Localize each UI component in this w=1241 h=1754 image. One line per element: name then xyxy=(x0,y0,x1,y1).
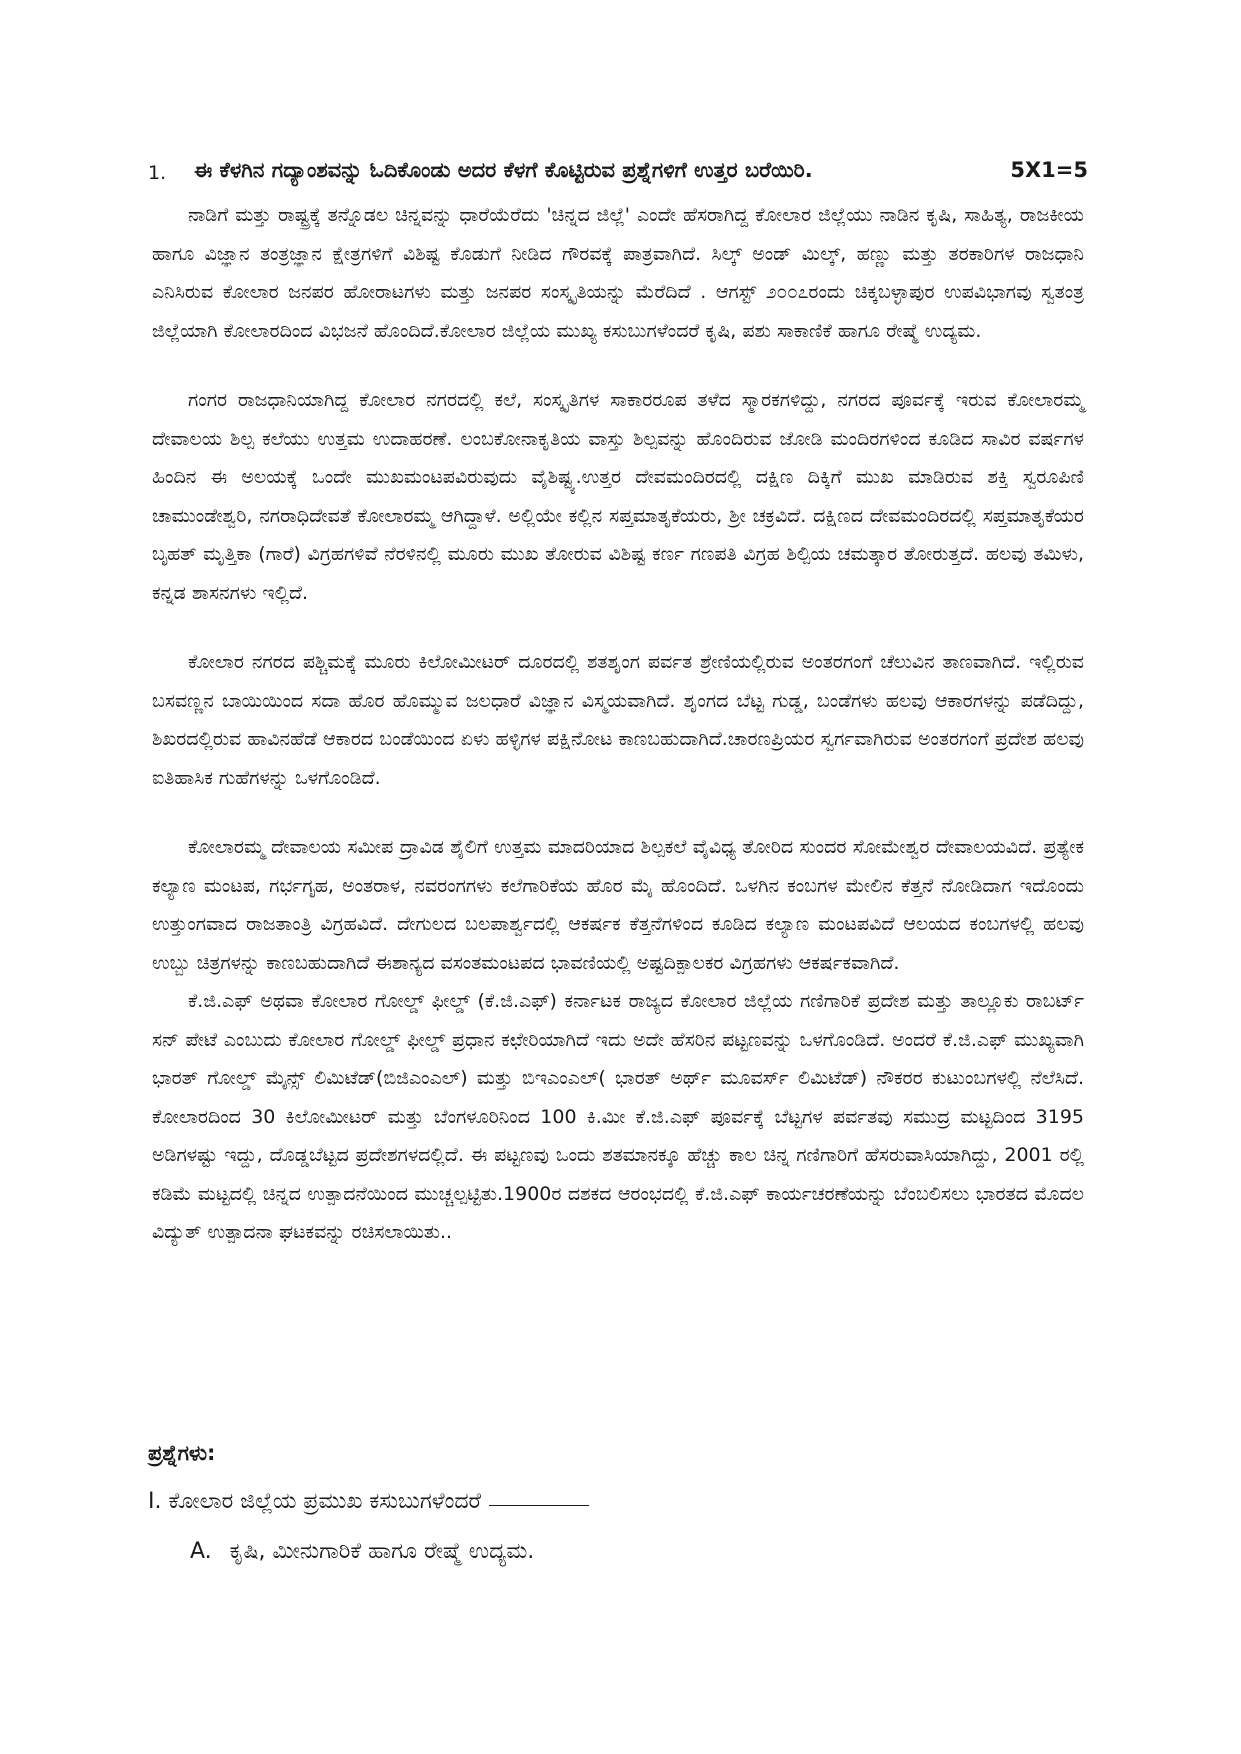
answer-blank xyxy=(489,1505,589,1506)
answer-option-a xyxy=(190,1539,534,1564)
answer-option-text: ಕೃಷಿ, ಮೀನುಗಾರಿಕೆ ಹಾಗೂ ರೇಷ್ಮೆ ಉದ್ಯಮ. xyxy=(229,1539,535,1564)
question-heading xyxy=(148,158,1088,194)
passage-paragraph-2: ಗಂಗರ ರಾಜಧಾನಿಯಾಗಿದ್ದ ಕೋಲಾರ ನಗರದಲ್ಲಿ ಕಲೆ, ಸಂಸ್ಕೃತಿಗಳ ಸಾಕಾರರೂಪ ತಳೆದ ಸ್ಮಾರಕಗಳಿದ್ದು, ನಗರದ ಪೂರ್ವಕ್ಕೆ ಇರುವ ಕೋಲಾರಮ್ಮ ದೇವಾಲಯ ಶಿಲ್ಪ ಕಲೆಯು ಉತ್ತಮ ಉದಾಹರಣೆ. ಲಂಬಕೋನಾಕೃತಿಯ ವಾಸ್ತು ಶಿಲ್ಪವನ್ನು ಹೊಂದಿರುವ ಜೋಡಿ ಮಂದಿರಗಳಿಂದ ಕೂಡಿದ ಸಾವಿರ ವರ್ಷಗಳ ಹಿಂದಿನ ಈ ಅಲಯಕ್ಕೆ ಒಂದೇ ಮುಖಮಂಟಪವಿರುವುದು ವೈಶಿಷ್ಟ್ಯ.ಉತ್ತರ ದೇವಮಂದಿರದಲ್ಲಿ ದಕ್ಷಿಣ ದಿಕ್ಕಿಗೆ ಮುಖ ಮಾಡಿರುವ ಶಕ್ತಿ ಸ್ವರೂಪಿಣಿ ಚಾಮುಂಡೇಶ್ವರಿ, ನಗರಾಧಿದೇವತೆ ಕೋಲಾರಮ್ಮ ಆಗಿದ್ದಾಳೆ. ಅಲ್ಲಿಯೇ ಕಲ್ಲಿನ ಸಪ್ತಮಾತೃಕೆಯರು, ಶ್ರೀ ಚಕ್ರವಿದೆ. ದಕ್ಷಿಣದ ದೇವಮಂದಿರದಲ್ಲಿ ಸಪ್ತಮಾತೃಕೆಯರ ಬೃಹತ್ ಮೃತ್ತಿಕಾ (ಗಾರೆ) ವಿಗ್ರಹಗಳಿವೆ ನೆರಳಿನಲ್ಲಿ ಮೂರು ಮುಖ ತೋರುವ ವಿಶಿಷ್ಟ ಕರ್ಣ ಗಣಪತಿ ವಿಗ್ರಹ ಶಿಲ್ಪಿಯ ಚಮತ್ಕಾರ ತೋರುತ್ತದೆ. ಹಲವು ತಮಿಳು, ಕನ್ನಡ ಶಾಸನಗಳು ಇಲ್ಲಿದೆ. xyxy=(152,389,1084,604)
questions-heading: ಪ್ರಶ್ನೆಗಳು: xyxy=(148,1441,216,1465)
passage-paragraph-5: ಕೆ.ಜಿ.ಎಫ್ ಅಥವಾ ಕೋಲಾರ ಗೋಲ್ಡ್ ಫೀಲ್ಡ್ (ಕೆ.ಜಿ.ಎಫ್) ಕರ್ನಾಟಕ ರಾಜ್ಯದ ಕೋಲಾರ ಜಿಲ್ಲೆಯ ಗಣಿಗಾರಿಕೆ ಪ್ರದೇಶ ಮತ್ತು ತಾಲ್ಲೂಕು ರಾಬರ್ಟ್ ಸನ್ ಪೇಟೆ ಎಂಬುದು ಕೋಲಾರ ಗೋಲ್ಡ್ ಫೀಲ್ಡ್ ಪ್ರಧಾನ ಕಛೇರಿಯಾಗಿದೆ ಇದು ಅದೇ ಹೆಸರಿನ ಪಟ್ಟಣವನ್ನು ಒಳಗೊಂಡಿದೆ. ಅಂದರೆ ಕೆ.ಜಿ.ಎಫ್ ಮುಖ್ಯವಾಗಿ ಭಾರತ್ ಗೋಲ್ಡ್ ಮೈನ್ಸ್ ಲಿಮಿಟೆಡ್(ಬಿಜಿಎಂಎಲ್) ಮತ್ತು ಬಿಇಎಂಎಲ್( ಭಾರತ್ ಅರ್ಥ್ ಮೂವರ್ಸ್ ಲಿಮಿಟೆಡ್) ನೌಕರರ ಕುಟುಂಬಗಳಲ್ಲಿ ನೆಲೆಸಿದೆ. ಕೋಲಾರದಿಂದ 30 ಕಿಲೋಮೀಟರ್ ಮತ್ತು ಬೆಂಗಳೂರಿನಿಂದ 100 ಕಿ.ಮೀ ಕೆ.ಜಿ.ಎಫ್ ಪೂರ್ವಕ್ಕೆ ಬೆಟ್ಟಗಳ ಪರ್ವತವು ಸಮುದ್ರ ಮಟ್ಟದಿಂದ 3195 ಅಡಿಗಳಷ್ಟು ಇದ್ದು, ದೊಡ್ಡಬೆಟ್ಟದ ಪ್ರದೇಶಗಳದಲ್ಲಿದೆ. ಈ ಪಟ್ಟಣವು ಒಂದು ಶತಮಾನಕ್ಕೂ ಹೆಚ್ಚು ಕಾಲ ಚಿನ್ನ ಗಣಿಗಾರಿಗೆ ಹೆಸರುವಾಸಿಯಾಗಿದ್ದು, 2001 ರಲ್ಲಿ ಕಡಿಮೆ ಮಟ್ಟದಲ್ಲಿ ಚಿನ್ನದ ಉತ್ಪಾದನೆಯಿಂದ ಮುಚ್ಚಲ್ಪಟ್ಟಿತು.1900ರ ದಶಕದ ಆರಂಭದಲ್ಲಿ ಕೆ.ಜಿ.ಎಫ್ ಕಾರ್ಯಚರಣೆಯನ್ನು ಬೆಂಬಲಿಸಲು ಭಾರತದ ಮೊದಲ ವಿದ್ಯುತ್ ಉತ್ಪಾದನಾ ಘಟಕವನ್ನು ರಚಿಸಲಾಯಿತು.. xyxy=(152,990,1084,1243)
passage-paragraph-3: ಕೋಲಾರ ನಗರದ ಪಶ್ಚಿಮಕ್ಕೆ ಮೂರು ಕಿಲೋಮೀಟರ್ ದೂರದಲ್ಲಿ ಶತಶೃಂಗ ಪರ್ವತ ಶ್ರೇಣಿಯಲ್ಲಿರುವ ಅಂತರಗಂಗೆ ಚೆಲುವಿನ ತಾಣವಾಗಿದೆ. ಇಲ್ಲಿರುವ ಬಸವಣ್ಣನ ಬಾಯಿಯಿಂದ ಸದಾ ಹೊರ ಹೊಮ್ಮುವ ಜಲಧಾರೆ ವಿಜ್ಞಾನ ವಿಸ್ಮಯವಾಗಿದೆ. ಶೃಂಗದ ಬೆಟ್ಟ ಗುಡ್ಡ, ಬಂಡೆಗಳು ಹಲವು ಆಕಾರಗಳನ್ನು ಪಡೆದಿದ್ದು, ಶಿಖರದಲ್ಲಿರುವ ಹಾವಿನಹೆಡೆ ಆಕಾರದ ಬಂಡೆಯಿಂದ ಏಳು ಹಳ್ಳಿಗಳ ಪಕ್ಷಿನೋಟ ಕಾಣಬಹುದಾಗಿದೆ.ಚಾರಣಪ್ರಿಯರ ಸ್ವರ್ಗವಾಗಿರುವ ಅಂತರಗಂಗೆ ಪ್ರದೇಶ ಹಲವು ಐತಿಹಾಸಿಕ ಗುಹೆಗಳನ್ನು ಒಳಗೊಂಡಿದೆ. xyxy=(152,651,1084,789)
marks-label: 5X1=5 xyxy=(1010,158,1088,182)
answer-option-label: A. xyxy=(190,1539,212,1564)
passage-paragraph-4: ಕೋಲಾರಮ್ಮ ದೇವಾಲಯ ಸಮೀಪ ದ್ರಾವಿಡ ಶೈಲಿಗೆ ಉತ್ತಮ ಮಾದರಿಯಾದ ಶಿಲ್ಪಕಲೆ ವೈವಿಧ್ಯ ತೋರಿದ ಸುಂದರ ಸೋಮೇಶ್ವರ ದೇವಾಲಯವಿದೆ. ಪ್ರತ್ಯೇಕ ಕಲ್ಯಾಣ ಮಂಟಪ, ಗರ್ಭಗೃಹ, ಅಂತರಾಳ, ನವರಂಗಗಳು ಕಲೆಗಾರಿಕೆಯ ಹೊರ ಮೈ ಹೊಂದಿದೆ. ಒಳಗಿನ ಕಂಬಗಳ ಮೇಲಿನ ಕೆತ್ತನೆ ನೋಡಿದಾಗ ಇದೊಂದು ಉತ್ತುಂಗವಾದ ರಾಜತಾಂತ್ರಿ ವಿಗ್ರಹವಿದೆ. ದೇಗುಲದ ಬಲಪಾರ್ಶ್ವದಲ್ಲಿ ಆಕರ್ಷಕ ಕೆತ್ತನೆಗಳಿಂದ ಕೂಡಿದ ಕಲ್ಯಾಣ ಮಂಟಪವಿದೆ ಆಲಯದ ಕಂಬಗಳಲ್ಲಿ ಹಲವು ಉಬ್ಬು ಚಿತ್ರಗಳನ್ನು ಕಾಣಬಹುದಾಗಿದೆ ಈಶಾನ್ಯದ ವಸಂತಮಂಟಪದ ಭಾವಣಿಯಲ್ಲಿ ಅಷ್ಟದಿಕ್ಪಾಲಕರ ವಿಗ್ರಹಗಳು ಆಕರ್ಷಕವಾಗಿದೆ. xyxy=(152,836,1084,974)
sub-question-text: I. ಕೋಲಾರ ಜಿಲ್ಲೆಯ ಪ್ರಮುಖ ಕಸುಬುಗಳೆಂದರೆ xyxy=(148,1489,482,1514)
passage-paragraph-1: ನಾಡಿಗೆ ಮತ್ತು ರಾಷ್ಟ್ರಕ್ಕೆ ತನ್ನೊಡಲ ಚಿನ್ನವನ್ನು ಧಾರೆಯೆರೆದು 'ಚಿನ್ನದ ಜಿಲ್ಲೆ' ಎಂದೇ ಹೆಸರಾಗಿದ್ದ ಕೋಲಾರ ಜಿಲ್ಲೆಯು ನಾಡಿನ ಕೃಷಿ, ಸಾಹಿತ್ಯ, ರಾಜಕೀಯ ಹಾಗೂ ವಿಜ್ಞಾನ ತಂತ್ರಜ್ಞಾನ ಕ್ಷೇತ್ರಗಳಿಗೆ ವಿಶಿಷ್ಟ ಕೊಡುಗೆ ನೀಡಿದ ಗೌರವಕ್ಕೆ ಪಾತ್ರವಾಗಿದೆ. ಸಿಲ್ಕ್ ಅಂಡ್ ಮಿಲ್ಕ್, ಹಣ್ಣು ಮತ್ತು ತರಕಾರಿಗಳ ರಾಜಧಾನಿ ಎನಿಸಿರುವ ಕೋಲಾರ ಜನಪರ ಹೋರಾಟಗಳು ಮತ್ತು ಜನಪರ ಸಂಸ್ಕೃತಿಯನ್ನು ಮೆರೆದಿದೆ . ಆಗಸ್ಟ್ ೨೦೦೭ರಂದು ಚಿಕ್ಕಬಳ್ಳಾಪುರ ಉಪವಿಭಾಗವು ಸ್ವತಂತ್ರ ಜಿಲ್ಲೆಯಾಗಿ ಕೋಲಾರದಿಂದ ವಿಭಜನೆ ಹೊಂದಿದೆ.ಕೋಲಾರ ಜಿಲ್ಲೆಯ ಮುಖ್ಯ ಕಸುಬುಗಳೆಂದರೆ ಕೃಷಿ, ಪಶು ಸಾಕಾಣಿಕೆ ಹಾಗೂ ರೇಷ್ಮೆ ಉದ್ಯಮ. xyxy=(152,204,1084,342)
question-number: 1. xyxy=(148,162,167,184)
question-instruction: ಈ ಕೆಳಗಿನ ಗದ್ಯಾಂಶವನ್ನು ಓದಿಕೊಂಡು ಅದರ ಕೆಳಗೆ ಕೊಟ್ಟಿರುವ ಪ್ರಶ್ನೆಗಳಿಗೆ ಉತ್ತರ ಬರೆಯಿರಿ. xyxy=(194,158,813,182)
sub-question-1 xyxy=(148,1489,589,1514)
reading-passage xyxy=(152,196,1084,1252)
